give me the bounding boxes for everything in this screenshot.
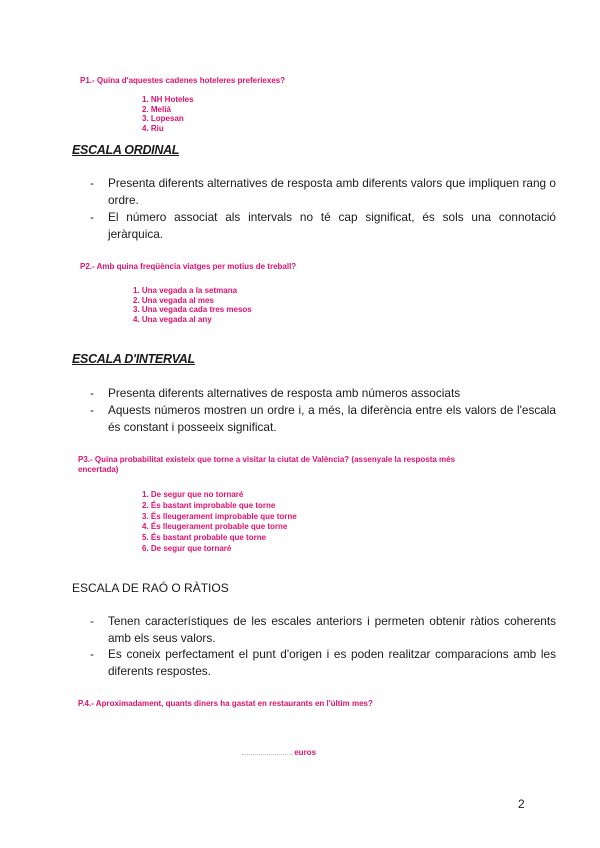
heading-ratio: ESCALA DE RAÓ O RÀTIOS [72,581,229,595]
interval-bullet-1: Presenta diferents alternatives de resposta amb números associats [108,386,461,400]
answer-blank[interactable] [242,746,292,755]
question-1-options [142,95,194,133]
list-item: 1. NH Hoteles [142,95,194,104]
interval-bullet-2: Aquests números mostren un ordre i, a més, la diferència entre els valors de l'escala és constant i posseeix significat. [108,403,556,434]
list-item: 1. Una vegada a la setmana [133,286,238,295]
answer-unit: euros [294,748,317,757]
ratio-bullet-2: Es coneix perfectament el punt d'origen i es poden realitzar comparacions amb les diferents respostes. [108,647,556,678]
ordinal-bullet-2: El número associat als intervals no té cap significat, és sols una connotació jeràrquica. [108,210,556,241]
bullet-dash: - [90,176,94,190]
list-item: 6. De segur que tornaré [142,543,232,553]
question-3-options [142,490,297,555]
list-item: 2. És bastant improbable que torne [142,500,276,510]
list-item: 3. Una vegada cada tres mesos [133,305,252,315]
question-2: P2.- Amb quina freqüència viatges per motius de treball? [80,262,297,271]
list-item: 2. Meliá [142,104,171,114]
question-1: P1.- Quina d'aquestes cadenes hoteleres preferiexes? [80,76,286,85]
answer-line [242,746,316,758]
bullet-dash: - [90,647,94,661]
bullet-dash: - [90,210,94,224]
heading-interval: ESCALA D'INTERVAL [72,352,195,366]
ordinal-bullet-1: Presenta diferents alternatives de resposta amb diferents valors que impliquen rang o ordre. [108,176,556,207]
bullet-dash: - [90,614,94,628]
question-3: P3.- Quina probabilitat existeix que torne a visitar la ciutat de València? (assenyale la resposta més encertada) [78,455,456,474]
page-number: 2 [518,797,525,811]
list-item: 4. És lleugerament probable que torne [142,522,288,532]
list-item: 5. És bastant probable que torne [142,533,267,543]
list-item: 2. Una vegada al mes [133,295,214,305]
question-4: P.4.- Aproximadament, quants diners ha gastat en restaurants en l'últim mes? [78,699,373,708]
list-item: 1. De segur que no tornaré [142,490,244,499]
bullet-dash: - [90,403,94,417]
list-item: 3. És lleugerament improbable que torne [142,511,297,521]
question-2-options [133,286,252,324]
bullet-dash: - [90,386,94,400]
list-item: 3. Lopesan [142,114,184,124]
ratio-bullet-1: Tenen característiques de les escales anteriors i permeten obtenir ràtios coherents amb els seus valors. [108,614,556,645]
list-item: 4. Riu [142,123,164,133]
heading-ordinal: ESCALA ORDINAL [72,143,180,157]
list-item: 4. Una vegada al any [133,314,212,324]
